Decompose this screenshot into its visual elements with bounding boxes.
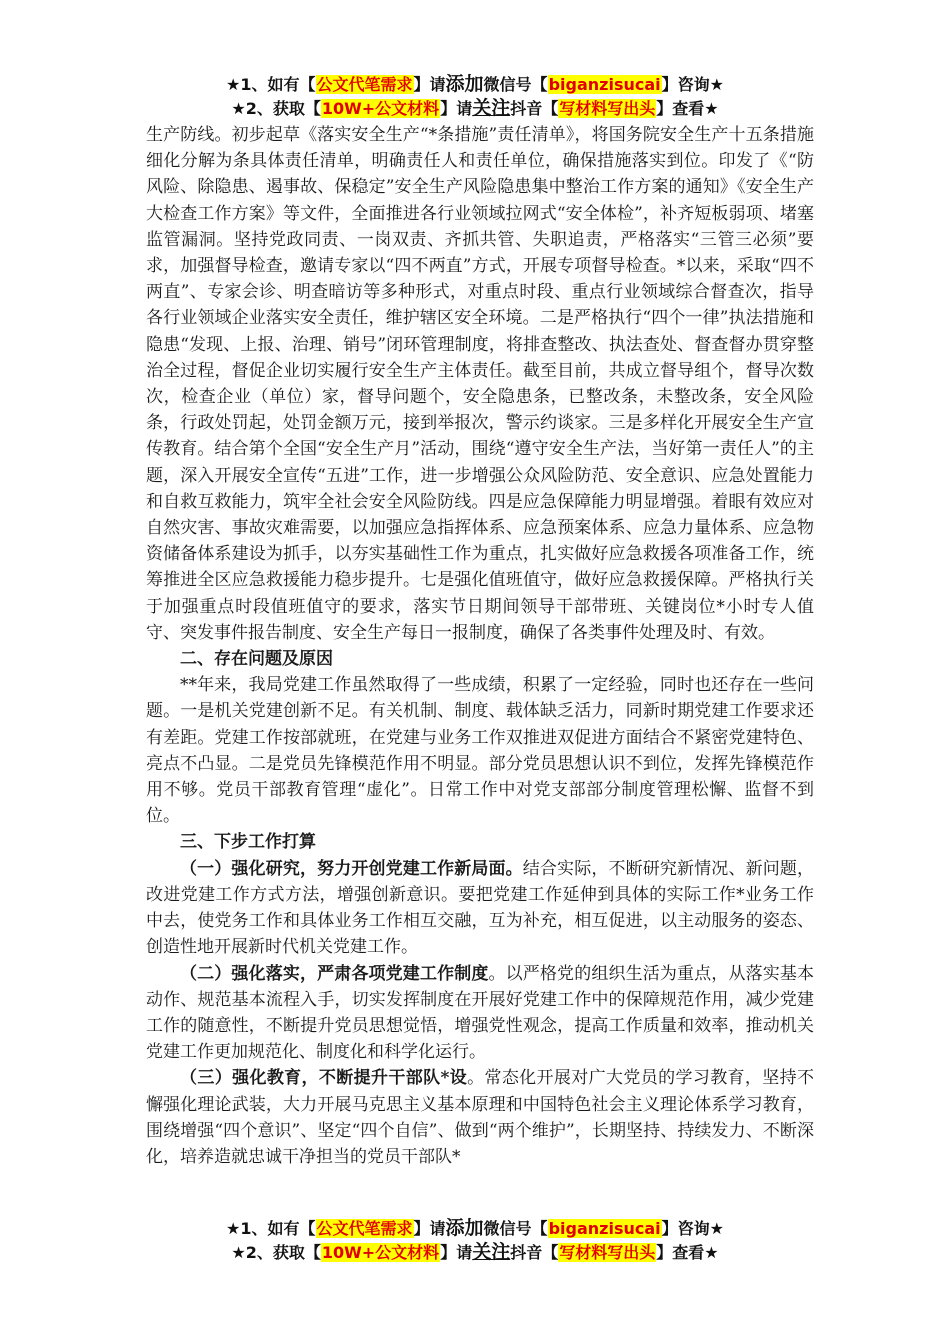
paragraph-next-step-1 [146, 856, 814, 961]
banner-text: 微信号【 [483, 1219, 548, 1238]
document-body [146, 122, 814, 1170]
banner-emphasis: 添加 [445, 73, 484, 95]
banner-text: 抖音【 [510, 99, 559, 118]
banner-highlight: 10W+公文材料 [321, 99, 440, 118]
banner-highlight: 10W+公文材料 [321, 1243, 440, 1262]
banner-emphasis: 添加 [445, 1217, 484, 1239]
banner-line-1 [0, 1216, 950, 1240]
banner-text: 】查看★ [656, 1243, 719, 1262]
banner-text: 】查看★ [656, 99, 719, 118]
banner-text: 】请 [413, 75, 446, 94]
banner-line-1 [0, 72, 950, 96]
banner-text: ★2、获取【 [231, 1243, 321, 1262]
banner-highlight-douyin: 写材料写出头 [559, 99, 656, 118]
banner-emphasis: 关注 [472, 1241, 511, 1263]
banner-text: ★1、如有【 [226, 1219, 316, 1238]
banner-text: 微信号【 [483, 75, 548, 94]
subheading-1: （一）强化研究，努力开创党建工作新局面。 [180, 858, 523, 879]
banner-line-2 [0, 1240, 950, 1264]
bottom-banner [0, 1216, 950, 1264]
paragraph-next-step-2 [146, 961, 814, 1066]
banner-highlight-wechat: biganzisucai [548, 1219, 661, 1238]
banner-highlight: 公文代笔需求 [316, 75, 413, 94]
banner-text: 】请 [440, 99, 473, 118]
subtext-3: 。常态化开展对广大党员的学习教育，坚持不懈强化理论武装，大力开展马克思主义基本原理和中国特色社会主义理论体系学习教育，围绕增强“四个意识”、坚定“四个自信”、做到“两个维护”，长期坚持、持续发力、不断深化，培养造就忠诚干净担当的党员干部队* [146, 1068, 815, 1167]
banner-text: ★2、获取【 [231, 99, 321, 118]
banner-text: ★1、如有【 [226, 75, 316, 94]
paragraph-problems: **年来，我局党建工作虽然取得了一些成绩，积累了一定经验，同时也还存在一些问题。一是机关党建创新不足。有关机制、制度、载体缺乏活力，同新时期党建工作要求还有差距。党建工作按部就班，在党建与业务工作双推进双促进方面结合不紧密党建特色、亮点不凸显。二是党员先锋模范作用不明显。部分党员思想认识不到位，发挥先锋模范作用不够。党员干部教育管理“虚化”。日常工作中对党支部部分制度管理松懈、监督不到位。 [146, 675, 814, 827]
banner-emphasis: 关注 [472, 97, 511, 119]
subheading-2: （二）强化落实，严肃各项党建工作制度 [180, 963, 489, 984]
banner-text: 】请 [413, 1219, 446, 1238]
section-heading-next-steps: 三、下步工作打算 [180, 832, 316, 853]
subtext-1: 结合实际，不断研究新情况、新问题，改进党建工作方式方法，增强创新意识。要把党建工作延伸到具体的实际工作*业务工作中去，使党务工作和具体业务工作相互交融，互为补充，相互促进，以主动服务的姿态、创造性地开展新时代机关党建工作。 [146, 858, 815, 958]
banner-highlight-wechat: biganzisucai [548, 75, 661, 94]
banner-text: 抖音【 [510, 1243, 559, 1262]
subtext-2: 。以严格党的组织生活为重点，从落实基本动作、规范基本流程入手，切实发挥制度在开展好党建工作中的保障规范作用，减少党建工作的随意性，不断提升党员思想觉悟，增强党性观念，提高工作质量和效率，推动机关党建工作更加规范化、制度化和科学化运行。 [146, 963, 814, 1063]
banner-line-2 [0, 96, 950, 120]
banner-text: 】咨询★ [661, 75, 724, 94]
subheading-3: （三）强化教育，不断提升干部队*设 [180, 1068, 468, 1089]
paragraph-safety: 生产防线。初步起草《落实安全生产“*条措施”责任清单》，将国务院安全生产十五条措施细化分解为条具体责任清单，明确责任人和责任单位，确保措施落实到位。印发了《“防风险、除隐患、遏事故、保稳定”安全生产风险隐患集中整治工作方案的通知》《安全生产大检查工作方案》等文件，全面推进各行业领域拉网式“安全体检”，补齐短板弱项、堵塞监管漏洞。坚持党政同责、一岗双责、齐抓共管、失职追责，严格落实“三管三必须”要求，加强督导检查，邀请专家以“四不两直”方式，开展专项督导检查。*以来，采取“四不两直”、专家会诊、明查暗访等多种形式，对重点时段、重点行业领域综合督查次，指导各行业领域企业落实安全责任，维护辖区安全环境。二是严格执行“四个一律”执法措施和隐患“发现、上报、治理、销号”闭环管理制度，将排查整改、执法查处、督查督办贯穿整治全过程，督促企业切实履行安全生产主体责任。截至目前，共成立督导组个，督导次数次，检查企业（单位）家，督导问题个，安全隐患条，已整改条，未整改条，安全风险条，行政处罚起，处罚金额万元，接到举报次，警示约谈家。三是多样化开展安全生产宣传教育。结合第个全国“安全生产月”活动，围绕“遵守安全生产法，当好第一责任人”的主题，深入开展安全宣传“五进”工作，进一步增强公众风险防范、安全意识、应急处置能力和自救互救能力，筑牢全社会安全风险防线。四是应急保障能力明显增强。着眼有效应对自然灾害、事故灾难需要，以加强应急指挥体系、应急预案体系、应急力量体系、应急物资储备体系建设为抓手，以夯实基础性工作为重点，扎实做好应急救援各项准备工作，统筹推进全区应急救援能力稳步提升。七是强化值班值守，做好应急救援保障。严格执行关于加强重点时段值班值守的要求，落实节日期间领导干部带班、关键岗位*小时专人值守、突发事件报告制度、安全生产每日一报制度，确保了各类事件处理及时、有效。 [146, 125, 814, 643]
paragraph-next-step-3 [146, 1065, 814, 1170]
banner-text: 】咨询★ [661, 1219, 724, 1238]
top-banner [0, 72, 950, 120]
banner-highlight-douyin: 写材料写出头 [559, 1243, 656, 1262]
banner-highlight: 公文代笔需求 [316, 1219, 413, 1238]
banner-text: 】请 [440, 1243, 473, 1262]
section-heading-problems: 二、存在问题及原因 [180, 649, 333, 670]
